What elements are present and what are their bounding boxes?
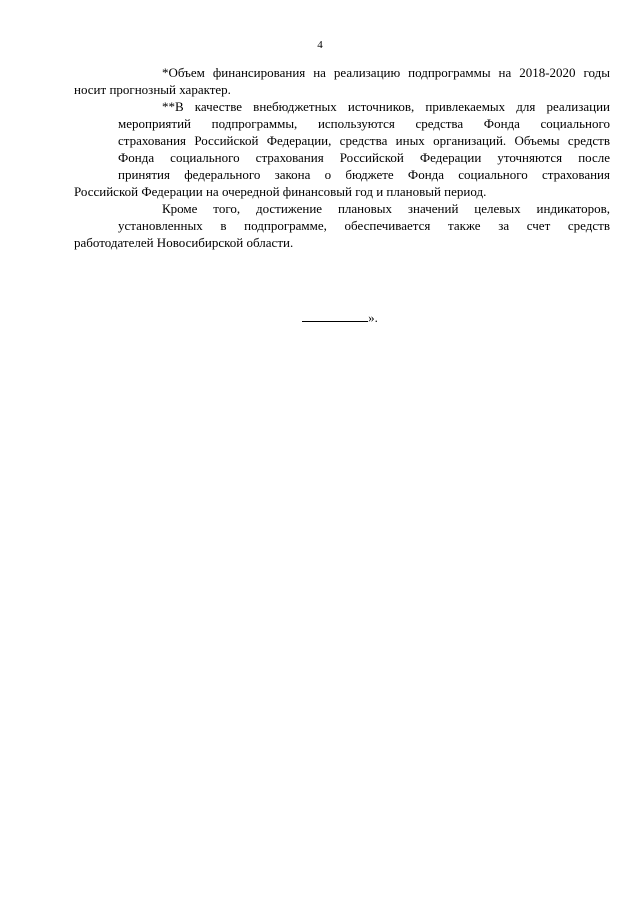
text-line: Фонда социального страхования Российской Федерации уточняются после xyxy=(118,150,610,165)
text-line: работодателей Новосибирской области. xyxy=(74,235,294,250)
closing-line xyxy=(0,308,640,326)
underline-rule xyxy=(302,308,368,322)
text-line: страхования Российской Федерации, средства иных организаций. Объемы средств xyxy=(118,133,610,148)
closing-quote: ». xyxy=(368,310,378,325)
footnote-financing xyxy=(74,64,610,98)
paragraph-employers-funding xyxy=(74,200,610,251)
text-line: Кроме того, достижение плановых значений целевых индикаторов, xyxy=(162,201,610,216)
footnote-extrabudgetary-sources xyxy=(74,98,610,200)
text-line: Российской Федерации на очередной финансовый год и плановый период. xyxy=(74,184,487,199)
document-body xyxy=(74,64,610,251)
text-line: носит прогнозный характер. xyxy=(74,82,231,97)
text-line: *Объем финансирования на реализацию подпрограммы на 2018-2020 годы xyxy=(162,65,610,80)
text-line: принятия федерального закона о бюджете Фонда социального страхования xyxy=(118,167,610,182)
text-line: **В качестве внебюджетных источников, привлекаемых для реализации xyxy=(162,99,610,114)
page-number: 4 xyxy=(317,39,323,51)
text-line: мероприятий подпрограммы, используются средства Фонда социального xyxy=(118,116,610,131)
text-line: установленных в подпрограмме, обеспечивается также за счет средств xyxy=(118,218,610,233)
